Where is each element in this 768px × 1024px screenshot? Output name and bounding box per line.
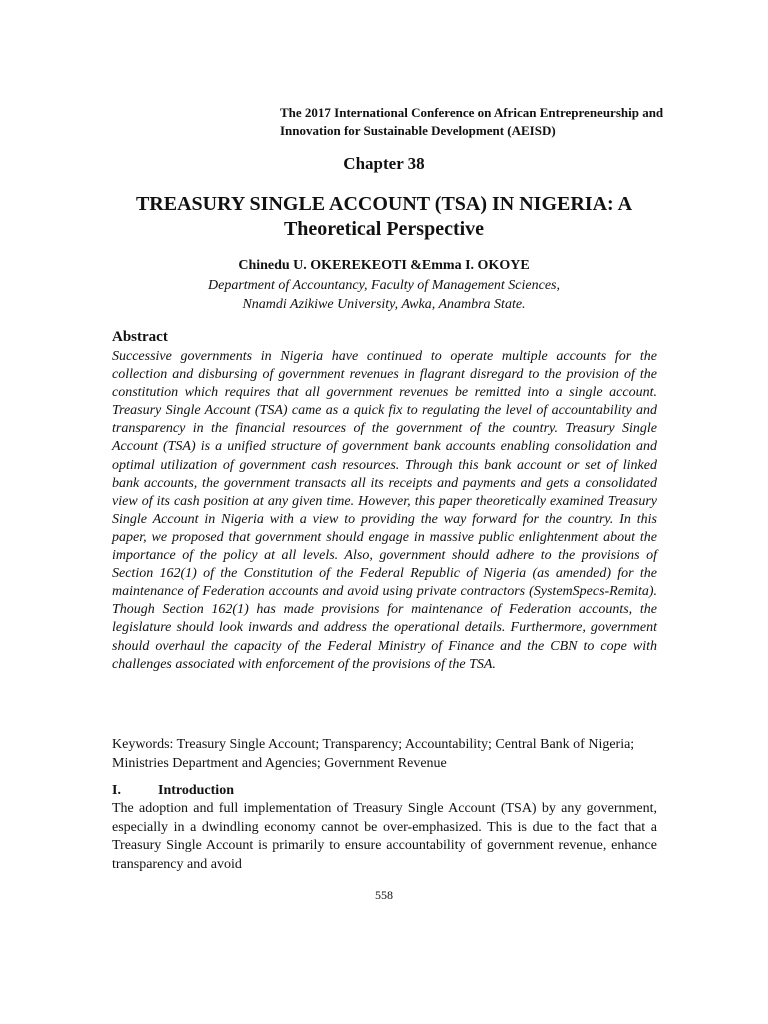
- affiliation-line-1: Department of Accountancy, Faculty of Management Sciences,: [208, 278, 560, 293]
- page-number: 558: [375, 888, 393, 902]
- section-title: Introduction: [158, 783, 234, 798]
- chapter-label: Chapter 38: [343, 154, 425, 173]
- introduction-heading: [112, 783, 657, 799]
- section-number: I.: [112, 783, 121, 798]
- abstract-heading: Abstract: [112, 329, 168, 345]
- affiliation-line-2: Nnamdi Azikiwe University, Awka, Anambra State.: [242, 297, 526, 312]
- abstract-text: Successive governments in Nigeria have continued to operate multiple accounts for the collection and disbursing of government revenues in flagrant disregard to the provision of the constitution which requires that all government revenues be remitted into a single account. Treasury Single Account (TSA) came as a quick fix to regulating the level of accountability and transparency in the financial resources of the government of the country. Treasury Single Account (TSA) is a unified structure of government bank accounts enabling consolidation and optimal utilization of government cash resources. Through this bank account or set of linked bank accounts, the government transacts all its receipts and payments and gets a consolidated view of its cash position at any given time. However, this paper theoretically examined Treasury Single Account in Nigeria with a view to providing the way forward for the country. In this paper, we proposed that government should engage in massive public enlightenment about the importance of the policy at all levels. Also, government should adhere to the provisions of Section 162(1) of the Constitution of the Federal Republic of Nigeria (as amended) for the maintenance of Federation accounts and avoid using private contractors (SystemSpecs-Remita). Though Section 162(1) has made provisions for maintenance of Federation accounts, the legislature should look inwards and address the operational details. Furthermore, government should overhaul the capacity of the Federal Ministry of Finance and the CBN to cope with challenges associated with enforcement of the provisions of the TSA.: [112, 349, 657, 672]
- affiliation: [0, 276, 768, 314]
- conference-header: The 2017 International Conference on African Entrepreneurship and Innovation for Sustainable Development (AEISD): [280, 105, 664, 138]
- author-list: Chinedu U. OKEREKEOTI &Emma I. OKOYE: [238, 258, 530, 273]
- introduction-text: The adoption and full implementation of Treasury Single Account (TSA) by any government, especially in a dwindling economy cannot be over-emphasized. This is due to the fact that a Treasury Single Account is primarily to ensure accountability of government revenue, enhance transparency and avoid: [112, 801, 657, 872]
- keywords: Keywords: Treasury Single Account; Transparency; Accountability; Central Bank of Nigeria; Ministries Department and Agencies; Government Revenue: [112, 737, 635, 771]
- paper-title: TREASURY SINGLE ACCOUNT (TSA) IN NIGERIA: A Theoretical Perspective: [135, 193, 633, 240]
